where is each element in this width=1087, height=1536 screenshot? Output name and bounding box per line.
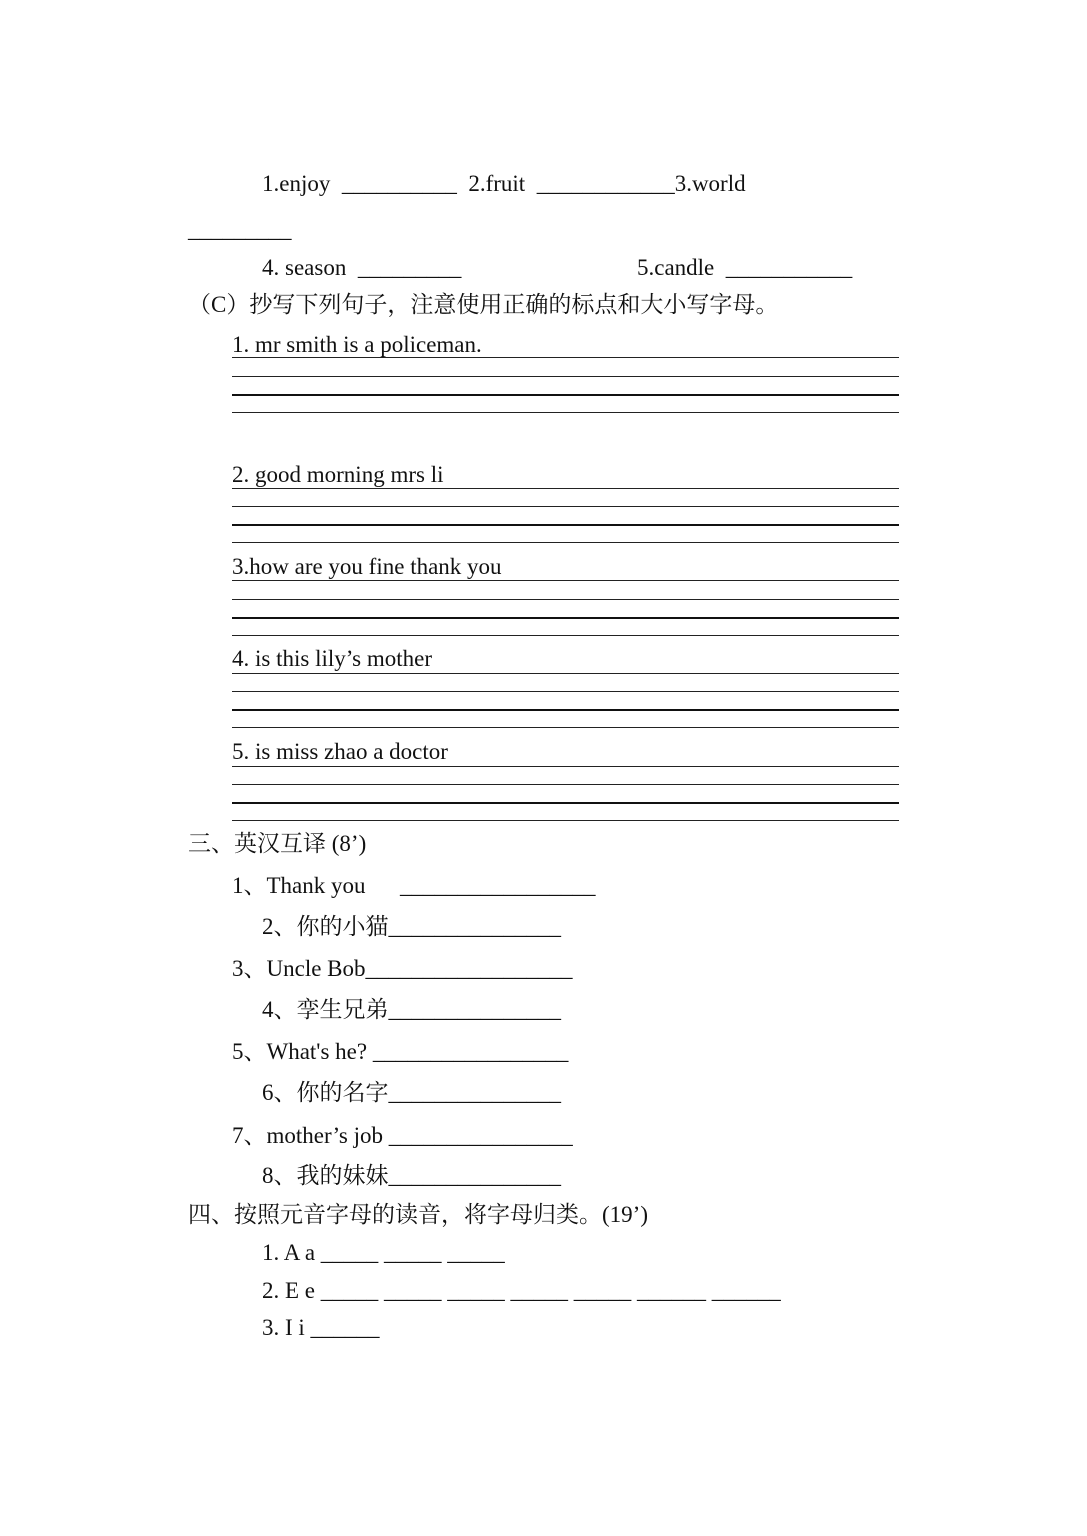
section-4-heading: 四、按照元音字母的读音，将字母归类。(19’) <box>188 1202 648 1227</box>
writing-line <box>232 820 899 821</box>
translate-item-1: 1、Thank you _________________ <box>232 873 596 898</box>
translate-item-7: 7、mother’s job ________________ <box>232 1123 573 1148</box>
writing-line <box>232 376 899 377</box>
translate-item-6: 6、你的名字_______________ <box>262 1080 561 1105</box>
writing-line <box>232 506 899 507</box>
writing-line <box>232 766 899 767</box>
vocab-row-1: 1.enjoy __________ 2.fruit ____________3.world <box>262 171 746 196</box>
section-c-heading: （C）抄写下列句子，注意使用正确的标点和大小写字母。 <box>188 292 779 317</box>
writing-line <box>232 691 899 692</box>
section-3-heading: 三、英汉互译 (8’) <box>188 831 367 856</box>
vowel-item-e: 2. E e _____ _____ _____ _____ _____ ______ ______ <box>262 1278 781 1303</box>
writing-line <box>232 580 899 581</box>
writing-line <box>232 617 899 619</box>
copy-sentence-1: 1. mr smith is a policeman. <box>232 332 482 357</box>
writing-line <box>232 727 899 728</box>
writing-line <box>232 784 899 785</box>
vowel-item-a: 1. A a _____ _____ _____ <box>262 1240 505 1265</box>
copy-sentence-5: 5. is miss zhao a doctor <box>232 739 448 764</box>
translate-item-3: 3、Uncle Bob__________________ <box>232 956 573 981</box>
copy-sentence-3: 3.how are you fine thank you <box>232 554 502 579</box>
writing-line <box>232 635 899 636</box>
writing-line <box>232 357 899 358</box>
vocab-item-season: 4. season _________ <box>262 255 462 280</box>
writing-line <box>232 673 899 674</box>
writing-line <box>232 412 899 413</box>
writing-line <box>232 802 899 804</box>
translate-item-4: 4、孪生兄弟_______________ <box>262 997 561 1022</box>
vocab-row-1-wrap: _________ <box>188 217 292 242</box>
writing-line <box>232 709 899 711</box>
copy-sentence-2: 2. good morning mrs li <box>232 462 444 487</box>
translate-item-8: 8、我的妹妹_______________ <box>262 1163 561 1188</box>
translate-item-2: 2、你的小猫_______________ <box>262 914 561 939</box>
writing-line <box>232 488 899 489</box>
writing-line <box>232 542 899 543</box>
vocab-item-candle: 5.candle ___________ <box>637 255 853 280</box>
vowel-item-i: 3. I i ______ <box>262 1315 380 1340</box>
translate-item-5: 5、What's he? _________________ <box>232 1039 569 1064</box>
writing-line <box>232 599 899 600</box>
writing-line <box>232 394 899 396</box>
copy-sentence-4: 4. is this lily’s mother <box>232 646 432 671</box>
writing-line <box>232 524 899 526</box>
